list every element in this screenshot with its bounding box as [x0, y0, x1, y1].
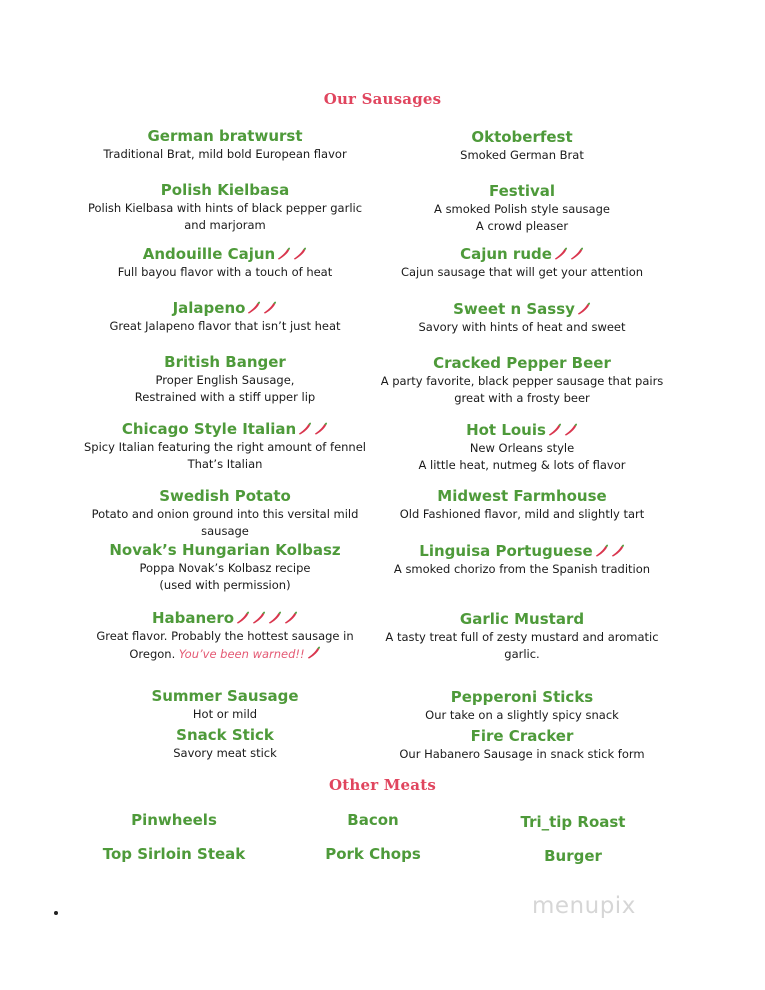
menu-item: [75, 352, 375, 406]
item-name-text: Swedish Potato: [159, 487, 291, 505]
menu-item: [372, 541, 672, 578]
chili-pepper-icon: [610, 542, 625, 556]
menu-item: [372, 299, 672, 336]
item-name: [372, 726, 672, 746]
item-name: [75, 180, 375, 200]
chili-pepper-icon: [267, 609, 282, 623]
menu-item: [372, 244, 672, 281]
item-name: [372, 687, 672, 707]
item-description: New Orleans style: [469, 441, 575, 455]
item-description: Savory with hints of heat and sweet: [418, 320, 626, 334]
chili-pepper-icon: [297, 420, 312, 434]
item-name-text: Polish Kielbasa: [160, 181, 290, 199]
menu-item: [372, 181, 672, 235]
item-name-text: Jalapeno: [172, 299, 246, 317]
item-description: (used with permission): [159, 578, 291, 592]
item-description: A crowd pleaser: [475, 219, 569, 233]
menu-item: [372, 609, 672, 663]
chili-pepper-icon: [553, 245, 568, 259]
item-description: Smoked German Brat: [460, 148, 584, 162]
item-name-text: Summer Sausage: [151, 687, 299, 705]
item-name-text: German bratwurst: [147, 127, 303, 145]
item-name-text: Festival: [488, 182, 556, 200]
item-name: [75, 244, 375, 264]
item-description: Potato and onion ground into this versital mild: [91, 507, 359, 521]
item-description: Proper English Sausage,: [155, 373, 295, 387]
item-name: [75, 608, 375, 628]
item-description: A tasty treat full of zesty mustard and aromatic: [385, 630, 659, 644]
menu-item: [75, 686, 375, 723]
chili-pepper-icon: [262, 299, 277, 313]
warning-text: You’ve been warned!!: [178, 647, 305, 661]
watermark-logo: menupix: [532, 893, 636, 919]
item-description: Our Habanero Sausage in snack stick form: [399, 747, 645, 761]
item-description: That’s Italian: [187, 457, 263, 471]
chili-pepper-icon: [306, 645, 321, 659]
item-name: [75, 298, 375, 318]
item-description: garlic.: [504, 647, 540, 661]
item-name-text: Andouille Cajun: [142, 245, 276, 263]
other-meat-item: Tri_tip Roast: [520, 813, 626, 831]
item-name-text: Sweet n Sassy: [453, 300, 575, 318]
menu-item: [75, 419, 375, 473]
item-name-text: Cracked Pepper Beer: [433, 354, 611, 372]
item-description: Cajun sausage that will get your attention: [400, 265, 644, 279]
item-description: A party favorite, black pepper sausage that pairs: [380, 374, 664, 388]
menu-item: [372, 687, 672, 724]
item-description: sausage: [201, 524, 249, 538]
item-description: great with a frosty beer: [454, 391, 590, 405]
item-name: [75, 419, 375, 439]
item-name-text: Midwest Farmhouse: [437, 487, 607, 505]
item-name: [372, 127, 672, 147]
menu-item: [372, 726, 672, 763]
item-name: [372, 486, 672, 506]
item-name: [372, 353, 672, 373]
menu-item: [372, 486, 672, 523]
item-description: and marjoram: [184, 218, 266, 232]
menu-item: [75, 298, 375, 335]
other-meat-item: Top Sirloin Steak: [102, 845, 246, 863]
item-description: Hot or mild: [192, 707, 258, 721]
item-name-text: Fire Cracker: [470, 727, 574, 745]
item-name: [372, 181, 672, 201]
item-name: [75, 540, 375, 560]
item-name-text: Chicago Style Italian: [121, 420, 297, 438]
chili-pepper-icon: [235, 609, 250, 623]
other-meat-item: Pinwheels: [131, 811, 217, 829]
menu-item: [75, 608, 375, 663]
other-meats-section-title: Other Meats: [328, 776, 436, 794]
menu-item: [372, 127, 672, 164]
bullet-dot: [54, 911, 58, 915]
other-meat-item: Pork Chops: [325, 845, 421, 863]
chili-pepper-icon: [283, 609, 298, 623]
item-name: [75, 725, 375, 745]
chili-pepper-icon: [276, 245, 291, 259]
chili-pepper-icon: [576, 300, 591, 314]
item-description: Old Fashioned flavor, mild and slightly tart: [399, 507, 645, 521]
item-description: Oregon. You’ve been warned!!: [75, 645, 375, 663]
item-description: A smoked Polish style sausage: [434, 202, 610, 216]
sausages-section-title: Our Sausages: [323, 90, 442, 108]
item-description: Great flavor. Probably the hottest sausage in: [96, 629, 354, 643]
chili-pepper-icon: [547, 421, 562, 435]
item-name: [372, 244, 672, 264]
item-name: [75, 126, 375, 146]
menu-item: [75, 486, 375, 540]
item-description: Full bayou flavor with a touch of heat: [117, 265, 333, 279]
item-description: Spicy Italian featuring the right amount of fennel: [84, 440, 366, 454]
item-name: [372, 420, 672, 440]
menu-item: [75, 180, 375, 234]
item-name-text: Oktoberfest: [471, 128, 573, 146]
chili-pepper-icon: [246, 299, 261, 313]
item-name-text: Snack Stick: [176, 726, 274, 744]
menu-item: [75, 126, 375, 163]
item-description: A little heat, nutmeg & lots of flavor: [418, 458, 626, 472]
item-description: Our take on a slightly spicy snack: [425, 708, 619, 722]
item-name: [75, 486, 375, 506]
item-name-text: Cajun rude: [460, 245, 552, 263]
item-name-text: Novak’s Hungarian Kolbasz: [109, 541, 341, 559]
menu-item: [372, 353, 672, 407]
menu-item: [372, 420, 672, 474]
item-description: A smoked chorizo from the Spanish tradition: [393, 562, 651, 576]
item-name: [75, 686, 375, 706]
menu-item: [75, 540, 375, 594]
menu-item: [75, 725, 375, 762]
item-name: [75, 352, 375, 372]
item-name-text: Linguisa Portuguese: [419, 542, 593, 560]
chili-pepper-icon: [569, 245, 584, 259]
item-name: [372, 299, 672, 319]
chili-pepper-icon: [292, 245, 307, 259]
item-description: Restrained with a stiff upper lip: [134, 390, 316, 404]
item-description: Polish Kielbasa with hints of black pepper garlic: [87, 201, 363, 215]
item-name-text: Pepperoni Sticks: [450, 688, 594, 706]
item-description: Poppa Novak’s Kolbasz recipe: [139, 561, 311, 575]
item-name-text: Habanero: [151, 609, 235, 627]
item-name-text: British Banger: [164, 353, 286, 371]
chili-pepper-icon: [313, 420, 328, 434]
chili-pepper-icon: [563, 421, 578, 435]
item-name-text: Hot Louis: [466, 421, 546, 439]
item-description: Savory meat stick: [173, 746, 277, 760]
chili-pepper-icon: [594, 542, 609, 556]
item-description: Great Jalapeno flavor that isn’t just heat: [109, 319, 341, 333]
other-meat-item: Burger: [544, 847, 602, 865]
menu-item: [75, 244, 375, 281]
item-name: [372, 609, 672, 629]
other-meat-item: Bacon: [347, 811, 399, 829]
chili-pepper-icon: [251, 609, 266, 623]
item-name-text: Garlic Mustard: [459, 610, 585, 628]
item-description: Traditional Brat, mild bold European flavor: [103, 147, 347, 161]
item-name: [372, 541, 672, 561]
